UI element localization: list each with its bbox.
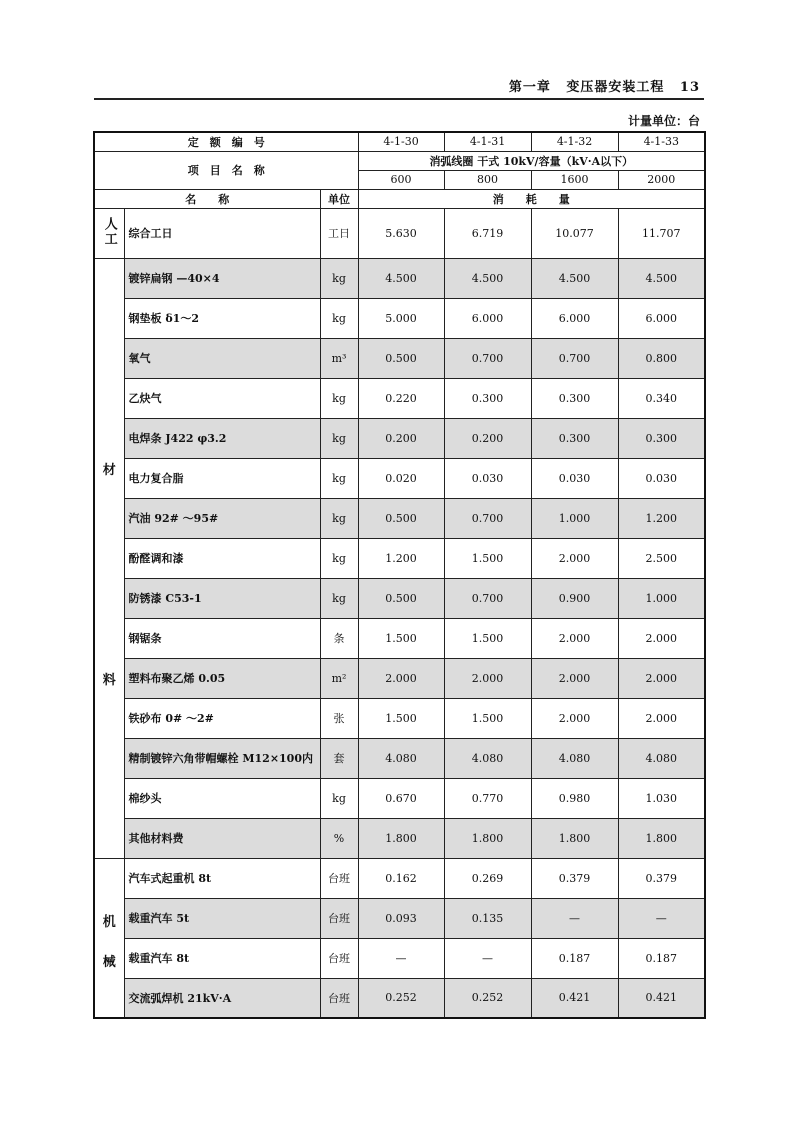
item-value: 0.187 — [618, 938, 705, 978]
item-value: 6.719 — [444, 208, 531, 258]
item-value: 2.000 — [618, 618, 705, 658]
item-name: 镀锌扁钢 —40×4 — [124, 258, 320, 298]
item-unit: 套 — [320, 738, 358, 778]
item-value: 1.500 — [444, 618, 531, 658]
table-row — [94, 378, 705, 418]
table-row — [94, 258, 705, 298]
item-unit: kg — [320, 498, 358, 538]
item-unit: kg — [320, 778, 358, 818]
item-value: 0.187 — [531, 938, 618, 978]
item-value: 0.162 — [358, 858, 444, 898]
item-value: 0.220 — [358, 378, 444, 418]
col-unit-header: 单位 — [320, 189, 358, 208]
item-value: 0.030 — [531, 458, 618, 498]
category-label-top: 材 — [102, 462, 116, 478]
item-value: 1.500 — [444, 538, 531, 578]
column-header-row — [94, 189, 705, 208]
item-name: 汽车式起重机 8t — [124, 858, 320, 898]
table-row — [94, 538, 705, 578]
quota-code: 4-1-32 — [531, 132, 618, 151]
item-unit: kg — [320, 538, 358, 578]
item-name: 铁砂布 0# ～2# — [124, 698, 320, 738]
item-unit: % — [320, 818, 358, 858]
quota-code: 4-1-30 — [358, 132, 444, 151]
item-unit: kg — [320, 378, 358, 418]
item-value: 0.500 — [358, 338, 444, 378]
item-name: 精制镀锌六角带帽螺栓 M12×100内 — [124, 738, 320, 778]
capacity-value: 1600 — [531, 170, 618, 189]
chapter-title: 变压器安装工程 — [566, 80, 665, 95]
item-name: 载重汽车 5t — [124, 898, 320, 938]
item-name: 钢垫板 δ1～2 — [124, 298, 320, 338]
item-value: 0.379 — [531, 858, 618, 898]
table-row — [94, 418, 705, 458]
table-row — [94, 578, 705, 618]
item-value: 0.800 — [618, 338, 705, 378]
item-unit: kg — [320, 418, 358, 458]
table-row — [94, 498, 705, 538]
item-value: 0.421 — [531, 978, 618, 1018]
item-value: 0.300 — [618, 418, 705, 458]
item-unit: 台班 — [320, 898, 358, 938]
item-value: 2.000 — [531, 698, 618, 738]
category-label-bottom: 料 — [102, 672, 116, 688]
item-value: 1.000 — [531, 498, 618, 538]
item-value: 0.700 — [531, 338, 618, 378]
item-name: 汽油 92# ～95# — [124, 498, 320, 538]
item-name: 乙炔气 — [124, 378, 320, 418]
item-value: 1.030 — [618, 778, 705, 818]
item-value: 0.900 — [531, 578, 618, 618]
item-value: 6.000 — [444, 298, 531, 338]
item-unit: 台班 — [320, 938, 358, 978]
item-value: 0.700 — [444, 578, 531, 618]
header-text — [499, 76, 700, 95]
item-value: 0.300 — [531, 418, 618, 458]
item-unit: 工日 — [320, 208, 358, 258]
item-value: 0.340 — [618, 378, 705, 418]
item-name: 塑料布聚乙烯 0.05 — [124, 658, 320, 698]
item-name: 载重汽车 8t — [124, 938, 320, 978]
item-value: 4.500 — [444, 258, 531, 298]
item-value: 0.020 — [358, 458, 444, 498]
item-value: 1.800 — [531, 818, 618, 858]
table-row — [94, 938, 705, 978]
item-value: 0.500 — [358, 578, 444, 618]
item-name: 棉纱头 — [124, 778, 320, 818]
item-value: 2.500 — [618, 538, 705, 578]
item-name: 交流弧焊机 21kV·A — [124, 978, 320, 1018]
category-label: 人工 — [101, 216, 117, 247]
quota-table — [93, 131, 706, 1019]
category-materials — [94, 258, 124, 858]
item-unit: kg — [320, 298, 358, 338]
table-row — [94, 978, 705, 1018]
item-value: 1.500 — [444, 698, 531, 738]
table-row — [94, 208, 705, 258]
item-unit: kg — [320, 458, 358, 498]
item-value: 1.500 — [358, 698, 444, 738]
item-value: 4.080 — [531, 738, 618, 778]
item-value: 1.800 — [358, 818, 444, 858]
category-machinery — [94, 858, 124, 1018]
col-consumption-header: 消 耗 量 — [358, 189, 705, 208]
item-value: 4.080 — [618, 738, 705, 778]
item-name: 氧气 — [124, 338, 320, 378]
item-value: 0.379 — [618, 858, 705, 898]
category-label-bottom: 械 — [102, 954, 116, 970]
item-value: 4.080 — [444, 738, 531, 778]
item-value: 4.080 — [358, 738, 444, 778]
item-unit: m³ — [320, 338, 358, 378]
item-value: 4.500 — [531, 258, 618, 298]
item-value: 0.700 — [444, 338, 531, 378]
table-row — [94, 858, 705, 898]
item-value: 0.200 — [358, 418, 444, 458]
item-unit: 张 — [320, 698, 358, 738]
item-value: 11.707 — [618, 208, 705, 258]
item-value: 0.700 — [444, 498, 531, 538]
capacity-value: 800 — [444, 170, 531, 189]
table-row — [94, 298, 705, 338]
item-name: 酚醛调和漆 — [124, 538, 320, 578]
item-value: 1.800 — [444, 818, 531, 858]
table-row — [94, 618, 705, 658]
group-title-row — [94, 151, 705, 170]
item-name: 其他材料费 — [124, 818, 320, 858]
unit-note: 计量单位：台 — [627, 114, 700, 128]
item-value: 1.500 — [358, 618, 444, 658]
item-value: 0.135 — [444, 898, 531, 938]
table-row — [94, 898, 705, 938]
chapter-label: 第一章 — [508, 80, 551, 95]
table-row — [94, 338, 705, 378]
item-value: 0.252 — [358, 978, 444, 1018]
item-value: 1.200 — [358, 538, 444, 578]
item-value: 0.093 — [358, 898, 444, 938]
item-label: 项 目 名 称 — [94, 151, 358, 189]
item-value: 1.800 — [618, 818, 705, 858]
item-value: — — [618, 898, 705, 938]
item-value: 10.077 — [531, 208, 618, 258]
item-value: 0.670 — [358, 778, 444, 818]
item-unit: 台班 — [320, 978, 358, 1018]
page-number: 13 — [679, 80, 700, 95]
item-value: 0.030 — [444, 458, 531, 498]
item-value: 0.300 — [444, 378, 531, 418]
item-value: 2.000 — [358, 658, 444, 698]
item-value: 2.000 — [444, 658, 531, 698]
capacity-value: 600 — [358, 170, 444, 189]
quota-code: 4-1-33 — [618, 132, 705, 151]
item-value: 0.300 — [531, 378, 618, 418]
item-value: 4.500 — [618, 258, 705, 298]
category-label-top: 机 — [102, 914, 116, 930]
item-value: — — [358, 938, 444, 978]
capacity-value: 2000 — [618, 170, 705, 189]
item-value: 1.000 — [618, 578, 705, 618]
item-name: 防锈漆 C53-1 — [124, 578, 320, 618]
item-value: 0.980 — [531, 778, 618, 818]
quota-code: 4-1-31 — [444, 132, 531, 151]
item-value: 2.000 — [618, 698, 705, 738]
item-name: 电力复合脂 — [124, 458, 320, 498]
item-value: 1.200 — [618, 498, 705, 538]
item-value: 5.000 — [358, 298, 444, 338]
item-value: 2.000 — [531, 658, 618, 698]
item-unit: 台班 — [320, 858, 358, 898]
item-value: — — [444, 938, 531, 978]
item-name: 钢锯条 — [124, 618, 320, 658]
table-row — [94, 698, 705, 738]
table-row — [94, 778, 705, 818]
page-header — [94, 72, 704, 100]
item-value: 0.252 — [444, 978, 531, 1018]
item-value: 2.000 — [531, 618, 618, 658]
item-value: 0.421 — [618, 978, 705, 1018]
quota-code-row — [94, 132, 705, 151]
item-name: 电焊条 J422 φ3.2 — [124, 418, 320, 458]
item-name: 综合工日 — [124, 208, 320, 258]
item-value: 4.500 — [358, 258, 444, 298]
item-unit: 条 — [320, 618, 358, 658]
category-labor — [94, 208, 124, 258]
quota-label: 定 额 编 号 — [94, 132, 358, 151]
item-value: 0.770 — [444, 778, 531, 818]
item-value: 0.269 — [444, 858, 531, 898]
item-value: 2.000 — [618, 658, 705, 698]
group-title: 消弧线圈 干式 10kV/容量（kV·A以下） — [358, 151, 705, 170]
table-row — [94, 658, 705, 698]
item-unit: kg — [320, 578, 358, 618]
item-value: 5.630 — [358, 208, 444, 258]
table-row — [94, 818, 705, 858]
item-value: 0.030 — [618, 458, 705, 498]
item-value: 0.500 — [358, 498, 444, 538]
item-unit: kg — [320, 258, 358, 298]
table-row — [94, 458, 705, 498]
item-value: 6.000 — [618, 298, 705, 338]
item-value: 6.000 — [531, 298, 618, 338]
table-row — [94, 738, 705, 778]
item-value: 2.000 — [531, 538, 618, 578]
col-name-header: 名 称 — [94, 189, 320, 208]
item-unit: m² — [320, 658, 358, 698]
item-value: 0.200 — [444, 418, 531, 458]
item-value: — — [531, 898, 618, 938]
